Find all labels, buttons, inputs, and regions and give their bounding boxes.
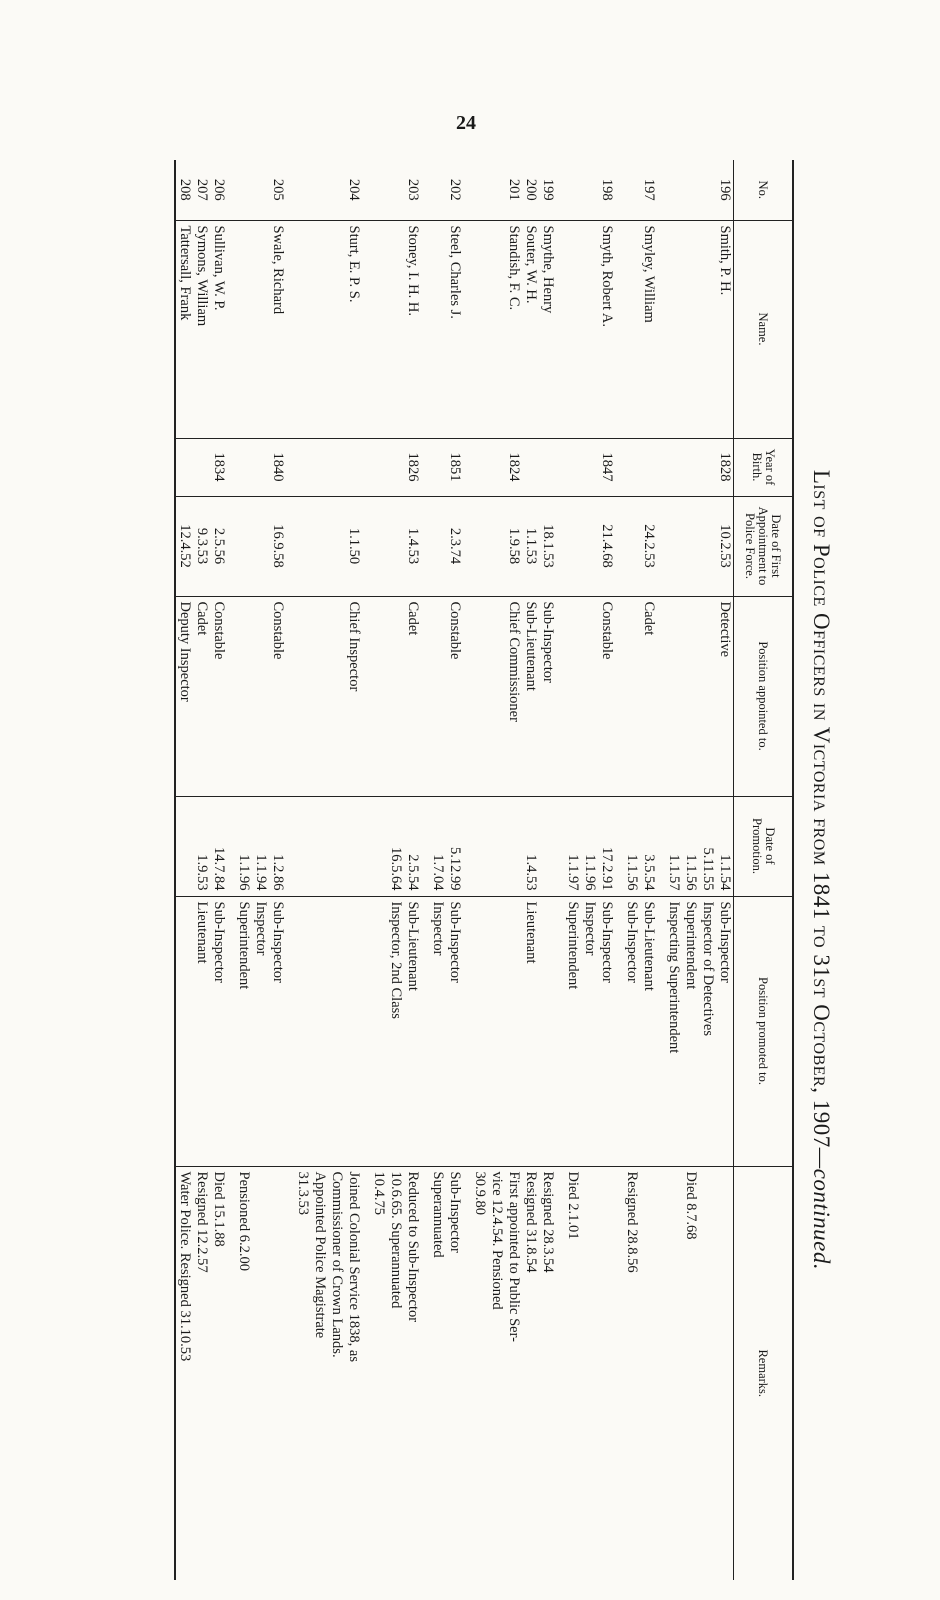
cell-promotion-date-line: 1.1.54: [717, 854, 733, 891]
cell-remarks-line: [640, 1172, 657, 1576]
cell-position-appointed-line: Cadet: [405, 601, 421, 636]
cell-name: Smyth, Robert A.: [564, 220, 615, 438]
cell-position-promoted-line: Inspector, 2nd Class: [388, 901, 404, 1019]
cell-position-appointed: [522, 596, 539, 796]
cell-remarks-line: Resigned 28.8.56: [624, 1171, 640, 1273]
spacer-cell: [556, 596, 564, 796]
cell-promotion-date: [193, 796, 210, 896]
spacer-cell: [615, 438, 623, 496]
col-header-first-appointment: Date of First Appointment to Police Force.: [734, 496, 794, 596]
cell-remarks-line: First appointed to Public Ser-: [506, 1171, 522, 1342]
cell-position-promoted-line: [505, 902, 522, 1161]
spacer-cell: [421, 438, 429, 496]
spacer-cell: [286, 796, 294, 896]
cell-promotion-date-line: 1.9.53: [194, 854, 210, 891]
cell-no: 205: [270, 178, 286, 201]
spacer-cell: [463, 796, 471, 896]
row-spacer: [286, 160, 294, 1580]
spacer-cell: [227, 796, 235, 896]
cell-remarks: [210, 1166, 227, 1580]
spacer-cell: [556, 1166, 564, 1580]
cell-remarks-line: vice 12.4.54. Pensioned: [489, 1171, 505, 1310]
cell-remarks: [564, 1166, 615, 1580]
col-header-promotion-date: Date of Promotion.: [734, 796, 794, 896]
cell-name: Stoney, I. H. H.: [370, 220, 421, 438]
cell-promotion-date-line: 1.2.86: [270, 854, 286, 891]
table-row: [665, 160, 734, 1580]
cell-promotion-date-line: 3.5.54: [641, 854, 657, 891]
spacer-cell: [556, 160, 564, 220]
cell-position-promoted-line: Inspecting Superintendent: [666, 901, 682, 1054]
spacer-cell: [421, 596, 429, 796]
table-row: [175, 160, 193, 1580]
cell-remarks-line: Joined Colonial Service 1838, as: [346, 1171, 362, 1362]
spacer-cell: [421, 496, 429, 596]
cell-remarks-line: Sub-Inspector: [447, 1171, 463, 1253]
cell-position-appointed-line: Sub-Lieutenant: [523, 601, 539, 691]
spacer-cell: [657, 596, 665, 796]
cell-promotion-date-line: 1.1.56: [624, 854, 640, 891]
cell-promotion-date-line: 14.7.84: [211, 847, 227, 891]
cell-year: 1824: [471, 438, 522, 496]
cell-promotion-date-line: [176, 802, 193, 891]
cell-position-promoted-line: Superintendent: [683, 901, 699, 990]
cell-first-appointment: 1.9.58: [471, 496, 522, 596]
cell-position-appointed-line: Constable: [211, 601, 227, 660]
cell-position-appointed: [665, 596, 734, 796]
row-spacer: [556, 160, 564, 1580]
cell-position-promoted: [193, 896, 210, 1166]
spacer-cell: [227, 438, 235, 496]
cell-position-appointed-line: Chief Commissioner: [506, 601, 522, 722]
spacer-cell: [227, 1166, 235, 1580]
cell-promotion-date-line: 1.1.57: [666, 854, 682, 891]
col-header-year: Year of Birth.: [734, 438, 794, 496]
cell-remarks-line: Reduced to Sub-Inspector: [405, 1171, 421, 1323]
table-row: [294, 160, 362, 1580]
cell-position-promoted: [235, 896, 286, 1166]
cell-no: 208: [175, 160, 193, 220]
cell-first-appointment: 16.9.58: [235, 496, 286, 596]
spacer-cell: [362, 496, 370, 596]
spacer-cell: [362, 596, 370, 796]
cell-position-promoted-line: Sub-Lieutenant: [641, 901, 657, 991]
spacer-cell: [463, 220, 471, 438]
cell-promotion-date: [471, 796, 522, 896]
cell-remarks: [665, 1166, 734, 1580]
cell-no: 196: [717, 178, 733, 201]
spacer-cell: [463, 596, 471, 796]
cell-position-promoted-line: [539, 902, 556, 1161]
spacer-cell: [657, 1166, 665, 1580]
cell-first-appointment: 10.2.53: [665, 496, 734, 596]
cell-promotion-date: [539, 796, 556, 896]
cell-position-promoted-line: Sub-Inspector: [211, 901, 227, 983]
spacer-cell: [286, 220, 294, 438]
cell-promotion-date-line: 1.1.96: [236, 854, 252, 891]
cell-position-promoted-line: Lieutenant: [523, 901, 539, 964]
spacer-cell: [227, 496, 235, 596]
cell-promotion-date: [370, 796, 421, 896]
table-row: [235, 160, 286, 1580]
cell-remarks-line: Resigned 28.3.54: [540, 1171, 556, 1273]
cell-year: 1834: [210, 438, 227, 496]
cell-position-appointed: [175, 596, 193, 796]
cell-name: Souter, W. H.: [522, 220, 539, 438]
spacer-cell: [362, 1166, 370, 1580]
cell-name: Tattersall, Frank: [175, 220, 193, 438]
cell-no: 200: [523, 178, 539, 201]
cell-name: Standish, F. C.: [471, 220, 522, 438]
cell-promotion-date-line: [505, 802, 522, 891]
spacer-cell: [657, 220, 665, 438]
cell-no: 202: [447, 178, 463, 201]
col-header-name: Name.: [734, 220, 794, 438]
cell-position-appointed: [429, 596, 463, 796]
cell-position-promoted-line: Sub-Inspector: [717, 901, 733, 983]
table-row: [210, 160, 227, 1580]
cell-promotion-date: [623, 796, 657, 896]
cell-position-promoted-line: Sub-Inspector: [624, 901, 640, 983]
cell-position-appointed: [235, 596, 286, 796]
spacer-cell: [615, 160, 623, 220]
cell-position-appointed-line: Cadet: [194, 601, 210, 636]
spacer-cell: [227, 596, 235, 796]
spacer-cell: [227, 160, 235, 220]
cell-position-promoted: [429, 896, 463, 1166]
cell-position-promoted-line: Inspector: [430, 901, 446, 956]
cell-year: [175, 438, 193, 496]
cell-promotion-date-line: 5.12.99: [447, 847, 463, 891]
spacer-cell: [362, 160, 370, 220]
spacer-cell: [615, 496, 623, 596]
cell-promotion-date-line: 16.5.64: [388, 847, 404, 891]
spacer-cell: [421, 220, 429, 438]
cell-first-appointment: 2.3.74: [429, 496, 463, 596]
spacer-cell: [463, 896, 471, 1166]
cell-promotion-date: [522, 796, 539, 896]
cell-first-appointment: 24.2.53: [623, 496, 657, 596]
cell-remarks: [193, 1166, 210, 1580]
rotated-page-content: [142, 160, 852, 1580]
cell-promotion-date-line: 2.5.54: [405, 854, 421, 891]
spacer-cell: [657, 496, 665, 596]
cell-promotion-date-line: 1.7.04: [430, 854, 446, 891]
spacer-cell: [286, 496, 294, 596]
cell-position-appointed-line: Cadet: [641, 601, 657, 636]
table-row: [623, 160, 657, 1580]
cell-remarks-line: 10.4.75: [371, 1171, 387, 1215]
cell-year: [623, 438, 657, 496]
cell-no: 204: [346, 178, 362, 201]
cell-position-promoted: [175, 896, 193, 1166]
spacer-cell: [421, 896, 429, 1166]
cell-position-promoted-line: Lieutenant: [194, 901, 210, 964]
cell-position-promoted-line: [345, 902, 362, 1161]
cell-promotion-date-line: 1.1.56: [683, 854, 699, 891]
spacer-cell: [286, 896, 294, 1166]
cell-remarks-line: Pensioned 6.2.00: [236, 1171, 252, 1271]
spacer-cell: [556, 220, 564, 438]
cell-promotion-date-line: 1.1.94: [253, 854, 269, 891]
cell-promotion-date: [235, 796, 286, 896]
cell-remarks-line: [699, 1172, 716, 1576]
cell-position-promoted-line: Sub-Inspector: [599, 901, 615, 983]
page-number: 24: [456, 112, 476, 134]
cell-first-appointment: 18.1.53: [539, 496, 556, 596]
cell-position-promoted-line: Superintendent: [236, 901, 252, 990]
spacer-cell: [421, 160, 429, 220]
cell-remarks-line: Died 2.1.01: [565, 1171, 581, 1240]
col-header-remarks: Remarks.: [734, 1166, 794, 1580]
cell-year: 1847: [564, 438, 615, 496]
cell-remarks: [294, 1166, 362, 1580]
spacer-cell: [286, 596, 294, 796]
cell-remarks-line: Died 15.1.88: [211, 1171, 227, 1247]
spacer-cell: [556, 496, 564, 596]
spacer-cell: [421, 1166, 429, 1580]
cell-no: 207: [194, 178, 210, 201]
cell-position-appointed: [539, 596, 556, 796]
cell-position-appointed-line: Deputy Inspector: [177, 601, 193, 702]
cell-name: Sturt, E. P. S.: [294, 220, 362, 438]
cell-remarks-line: [598, 1172, 615, 1576]
cell-position-promoted-line: Sub-Lieutenant: [405, 901, 421, 991]
table-row: [471, 160, 522, 1580]
cell-remarks: [175, 1166, 193, 1580]
row-spacer: [421, 160, 429, 1580]
cell-remarks-line: 10.6.65. Superannuated: [388, 1171, 404, 1309]
spacer-cell: [362, 796, 370, 896]
cell-remarks-line: 30.9.80: [472, 1171, 488, 1215]
cell-no: 198: [599, 178, 615, 201]
cell-position-appointed: [294, 596, 362, 796]
spacer-cell: [362, 896, 370, 1166]
cell-remarks-line: Died 8.7.68: [683, 1171, 699, 1240]
cell-remarks-line: [269, 1172, 286, 1576]
spacer-cell: [657, 796, 665, 896]
cell-remarks-line: Commissioner of Crown Lands.: [329, 1171, 345, 1358]
cell-remarks-line: 31.3.53: [295, 1171, 311, 1215]
spacer-cell: [227, 220, 235, 438]
table-row: [429, 160, 463, 1580]
cell-remarks: [235, 1166, 286, 1580]
cell-name: Symons, William: [193, 220, 210, 438]
spacer-cell: [556, 896, 564, 1166]
spacer-cell: [463, 160, 471, 220]
cell-position-promoted-line: Sub-Inspector: [447, 901, 463, 983]
table-row: [564, 160, 615, 1580]
cell-first-appointment: 2.5.56: [210, 496, 227, 596]
spacer-cell: [362, 220, 370, 438]
police-officers-table: [174, 160, 794, 1580]
table-row: [193, 160, 210, 1580]
cell-name: Smythe, Henry: [539, 220, 556, 438]
cell-remarks-line: Resigned 31.8.54: [523, 1171, 539, 1273]
cell-position-appointed: [564, 596, 615, 796]
cell-position-appointed: [193, 596, 210, 796]
spacer-cell: [615, 596, 623, 796]
spacer-cell: [615, 796, 623, 896]
spacer-cell: [556, 796, 564, 896]
row-spacer: [615, 160, 623, 1580]
spacer-cell: [615, 896, 623, 1166]
cell-position-promoted: [665, 896, 734, 1166]
spacer-cell: [615, 1166, 623, 1580]
spacer-cell: [286, 160, 294, 220]
cell-position-appointed: [370, 596, 421, 796]
cell-remarks-line: [252, 1172, 269, 1576]
cell-promotion-date-line: 17.2.91: [599, 847, 615, 891]
cell-promotion-date-line: 1.1.96: [582, 854, 598, 891]
cell-no: 201: [506, 178, 522, 201]
cell-promotion-date-line: 1.4.53: [523, 854, 539, 891]
cell-position-promoted: [370, 896, 421, 1166]
cell-position-promoted: [564, 896, 615, 1166]
cell-promotion-date: [175, 796, 193, 896]
spacer-cell: [556, 438, 564, 496]
cell-remarks: [539, 1166, 556, 1580]
cell-position-promoted-line: Inspector: [253, 901, 269, 956]
cell-position-promoted-line: Superintendent: [565, 901, 581, 990]
cell-remarks-line: Water Police. Resigned 31.10.53: [177, 1171, 193, 1362]
cell-year: 1828: [665, 438, 734, 496]
row-spacer: [463, 160, 471, 1580]
cell-position-appointed-line: Constable: [599, 601, 615, 660]
cell-remarks: [370, 1166, 421, 1580]
cell-position-promoted: [623, 896, 657, 1166]
spacer-cell: [657, 160, 665, 220]
cell-promotion-date-line: 1.1.97: [565, 854, 581, 891]
cell-name: Smyley, William: [623, 220, 657, 438]
table-body: [175, 160, 734, 1580]
cell-remarks: [623, 1166, 657, 1580]
spacer-cell: [362, 438, 370, 496]
table-row: [522, 160, 539, 1580]
table-header-row: [734, 160, 794, 1580]
cell-position-promoted: [539, 896, 556, 1166]
spacer-cell: [615, 220, 623, 438]
cell-promotion-date: [294, 796, 362, 896]
cell-promotion-date: [665, 796, 734, 896]
title-continued: —continued.: [809, 1147, 834, 1271]
cell-first-appointment: 1.1.53: [522, 496, 539, 596]
cell-year: 1826: [370, 438, 421, 496]
cell-name: Steel, Charles J.: [429, 220, 463, 438]
cell-position-appointed: [210, 596, 227, 796]
cell-position-promoted: [522, 896, 539, 1166]
cell-year: [522, 438, 539, 496]
cell-first-appointment: 21.4.68: [564, 496, 615, 596]
table-row: [370, 160, 421, 1580]
cell-remarks: [471, 1166, 522, 1580]
cell-position-appointed: [471, 596, 522, 796]
spacer-cell: [657, 896, 665, 1166]
cell-remarks: [429, 1166, 463, 1580]
col-header-position-promoted: Position promoted to.: [734, 896, 794, 1166]
spacer-cell: [463, 438, 471, 496]
spacer-cell: [286, 1166, 294, 1580]
cell-position-appointed-line: Detective: [717, 601, 733, 658]
cell-year: 1851: [429, 438, 463, 496]
cell-remarks-line: Resigned 12.2.57: [194, 1171, 210, 1273]
cell-first-appointment: 1.1.50: [294, 496, 362, 596]
cell-promotion-date: [429, 796, 463, 896]
cell-remarks-line: Superannuated: [430, 1171, 446, 1258]
cell-position-appointed-line: Constable: [270, 601, 286, 660]
cell-first-appointment: 12.4.52: [175, 496, 193, 596]
row-spacer: [362, 160, 370, 1580]
spacer-cell: [286, 438, 294, 496]
cell-position-promoted-line: Inspector: [582, 901, 598, 956]
cell-position-promoted: [294, 896, 362, 1166]
table-row: [539, 160, 556, 1580]
spacer-cell: [463, 1166, 471, 1580]
cell-no: 197: [641, 178, 657, 201]
row-spacer: [657, 160, 665, 1580]
cell-name: Sullivan, W. P.: [210, 220, 227, 438]
cell-position-promoted-line: [176, 902, 193, 1161]
col-header-no: No.: [734, 160, 794, 220]
cell-year: 1840: [235, 438, 286, 496]
cell-promotion-date: [210, 796, 227, 896]
cell-position-appointed-line: Chief Inspector: [346, 601, 362, 692]
cell-position-promoted: [210, 896, 227, 1166]
cell-remarks: [522, 1166, 539, 1580]
cell-promotion-date: [564, 796, 615, 896]
cell-name: Smith, P. H.: [665, 220, 734, 438]
cell-no: 206: [211, 178, 227, 201]
cell-no: 199: [540, 178, 556, 201]
cell-position-promoted: [471, 896, 522, 1166]
cell-remarks-line: [581, 1172, 598, 1576]
cell-position-appointed-line: Sub-Inspector: [540, 601, 556, 683]
cell-position-promoted-line: Inspector of Detectives: [700, 901, 716, 1036]
cell-position-appointed-line: Constable: [447, 601, 463, 660]
cell-year: [193, 438, 210, 496]
row-spacer: [227, 160, 235, 1580]
cell-no: 203: [405, 178, 421, 201]
cell-first-appointment: 1.4.53: [370, 496, 421, 596]
col-header-position-appointed: Position appointed to.: [734, 596, 794, 796]
cell-promotion-date-line: 5.11.55: [700, 847, 716, 891]
cell-position-promoted-line: Sub-Inspector: [270, 901, 286, 983]
cell-position-appointed: [623, 596, 657, 796]
cell-remarks-line: Appointed Police Magistrate: [312, 1171, 328, 1339]
spacer-cell: [227, 896, 235, 1166]
cell-year: [294, 438, 362, 496]
cell-name: Swale, Richard: [235, 220, 286, 438]
page-title: [808, 160, 834, 1580]
title-main: List of Police Officers in Victoria from 1841 to 31st October, 1907: [809, 469, 834, 1148]
cell-promotion-date-line: [539, 802, 556, 891]
spacer-cell: [463, 496, 471, 596]
cell-remarks-line: [716, 1172, 733, 1576]
cell-promotion-date-line: [345, 802, 362, 891]
cell-year: [539, 438, 556, 496]
spacer-cell: [421, 796, 429, 896]
spacer-cell: [657, 438, 665, 496]
cell-first-appointment: 9.3.53: [193, 496, 210, 596]
